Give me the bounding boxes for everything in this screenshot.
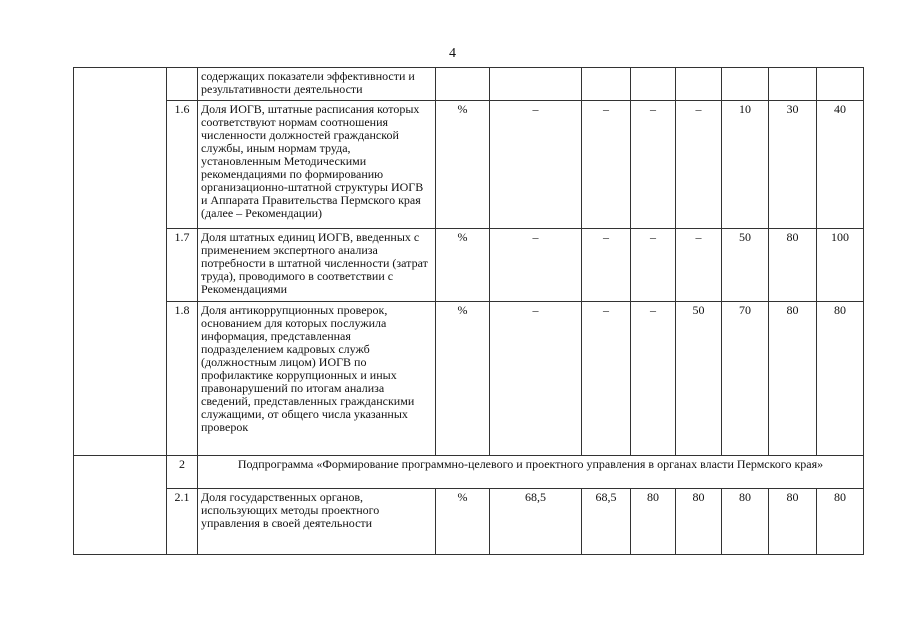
indicator-name: Доля государственных органов, использующих методы проектного управления в своей деятельности bbox=[198, 489, 436, 555]
value-cell: 80 bbox=[769, 302, 817, 456]
unit-cell bbox=[436, 68, 490, 101]
value-cell: 40 bbox=[817, 101, 864, 229]
value-cell bbox=[722, 68, 769, 101]
value-cell: – bbox=[631, 302, 676, 456]
value-cell bbox=[769, 68, 817, 101]
unit-cell: % bbox=[436, 229, 490, 302]
table-row bbox=[74, 302, 864, 456]
indicator-name: Доля штатных единиц ИОГВ, введенных с применением экспертного анализа потребности в штатной численности (затрат труда), проводимого в соответствии с Рекомендациями bbox=[198, 229, 436, 302]
value-cell bbox=[582, 68, 631, 101]
value-cell: 68,5 bbox=[582, 489, 631, 555]
table-row bbox=[74, 101, 864, 229]
left-margin-cell bbox=[74, 456, 167, 555]
page-number: 4 bbox=[449, 46, 456, 61]
row-number: 1.7 bbox=[167, 229, 198, 302]
value-cell: 30 bbox=[769, 101, 817, 229]
unit-cell: % bbox=[436, 302, 490, 456]
value-cell bbox=[817, 68, 864, 101]
table-row bbox=[74, 68, 864, 101]
indicator-name: Доля ИОГВ, штатные расписания которых соответствуют нормам соотношения численности должностей гражданской службы, иным нормам труда, установленным Методическими рекомендациями по формированию организационно-штатной структуры ИОГВ и Аппарата Правительства Пермского края (далее – Рекомендации) bbox=[198, 101, 436, 229]
unit-cell: % bbox=[436, 489, 490, 555]
value-cell: – bbox=[582, 101, 631, 229]
value-cell: – bbox=[490, 101, 582, 229]
table-row bbox=[74, 229, 864, 302]
indicator-name: Доля антикоррупционных проверок, основанием для которых послужила информация, представленная подразделением кадровых служб (должностным лицом) ИОГВ по профилактике коррупционных и иных правонарушений по итогам анализа сведений, представленных гражданскими служащими, от общего числа указанных проверок bbox=[198, 302, 436, 456]
unit-cell: % bbox=[436, 101, 490, 229]
value-cell: – bbox=[490, 229, 582, 302]
value-cell: – bbox=[676, 229, 722, 302]
value-cell: – bbox=[676, 101, 722, 229]
section-row bbox=[74, 456, 864, 489]
value-cell: 80 bbox=[769, 489, 817, 555]
value-cell: 80 bbox=[631, 489, 676, 555]
row-number bbox=[167, 68, 198, 101]
value-cell: 50 bbox=[722, 229, 769, 302]
left-margin-cell bbox=[74, 68, 167, 456]
value-cell: – bbox=[631, 101, 676, 229]
value-cell bbox=[490, 68, 582, 101]
indicator-table bbox=[73, 67, 864, 555]
value-cell: 80 bbox=[676, 489, 722, 555]
value-cell: – bbox=[490, 302, 582, 456]
row-number: 2.1 bbox=[167, 489, 198, 555]
value-cell: – bbox=[582, 302, 631, 456]
value-cell: 100 bbox=[817, 229, 864, 302]
row-number: 1.8 bbox=[167, 302, 198, 456]
value-cell: 80 bbox=[817, 302, 864, 456]
row-number: 1.6 bbox=[167, 101, 198, 229]
section-title: Подпрограмма «Формирование программно-целевого и проектного управления в органах власти Пермского края» bbox=[198, 456, 864, 489]
value-cell: 80 bbox=[769, 229, 817, 302]
value-cell: 68,5 bbox=[490, 489, 582, 555]
value-cell: – bbox=[582, 229, 631, 302]
value-cell: – bbox=[631, 229, 676, 302]
value-cell: 80 bbox=[817, 489, 864, 555]
value-cell bbox=[631, 68, 676, 101]
value-cell: 70 bbox=[722, 302, 769, 456]
value-cell bbox=[676, 68, 722, 101]
table-row bbox=[74, 489, 864, 555]
value-cell: 50 bbox=[676, 302, 722, 456]
section-number: 2 bbox=[167, 456, 198, 489]
value-cell: 80 bbox=[722, 489, 769, 555]
indicator-name: содержащих показатели эффективности и результативности деятельности bbox=[198, 68, 436, 101]
value-cell: 10 bbox=[722, 101, 769, 229]
